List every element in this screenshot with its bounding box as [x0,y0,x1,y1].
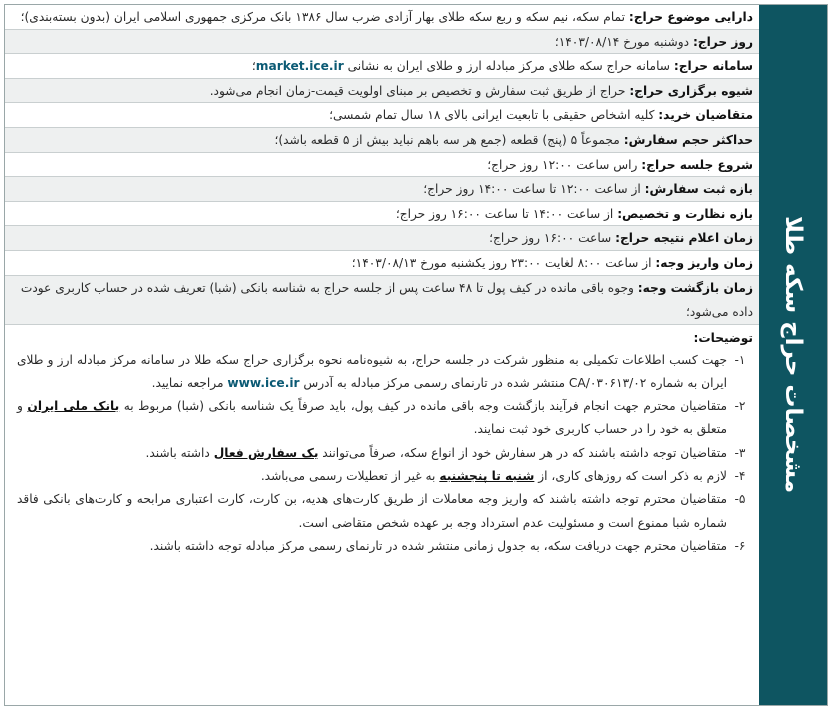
note-item: ۱- جهت کسب اطلاعات تکمیلی به منظور شرکت در جلسه حراج، به شیوه‌نامه نحوه برگزاری حراج سکه طلا در سامانه مرکز مبادله ارز و طلای ایران به شماره CA/۰۳۰۶۱۳/۰۲ منتشر شده در تارنمای رسمی مرکز مبادله به آدرس www.ice.ir مراجعه نمایید. [17,352,746,390]
side-banner [759,5,827,705]
note-item: ۳- متقاضیان توجه داشته باشند که در هر سفارش خود از انواع سکه، صرفاً می‌توانند یک سفارش فعال داشته باشند. [145,445,746,460]
note-item: ۲- متقاضیان محترم جهت انجام فرآیند بازگشت وجه باقی مانده در کیف پول، باید صرفاً یک شناسه بانکی (شبا) مربوط به بانک ملی ایران و متعلق به خود را در حساب کاربری خود ثبت نمایند. [17,399,746,437]
row-system: سامانه حراج: سامانه حراج سکه طلای مرکز مبادله ارز و طلای ایران به نشانی market.ice.ir؛ [5,54,759,79]
row-max-order: حداکثر حجم سفارش: مجموعاً ۵ (پنج) قطعه (جمع هر سه باهم نباید بیش از ۵ قطعه باشد)؛ [5,128,759,153]
auction-spec-table [4,4,828,706]
row-order-window: بازه ثبت سفارش: از ساعت ۱۲:۰۰ تا ساعت ۱۴:۰۰ روز حراج؛ [5,177,759,202]
notes-section [5,325,759,559]
row-deposit-time: زمان واریز وجه: از ساعت ۸:۰۰ لغایت ۲۳:۰۰ روز یکشنبه مورخ ۱۴۰۳/۰۸/۱۳؛ [5,251,759,276]
spec-content [5,5,759,705]
market-link[interactable]: market.ice.ir [255,59,344,74]
row-buyers: متقاضیان خرید: کلیه اشخاص حقیقی با تابعیت ایرانی بالای ۱۸ سال تمام شمسی؛ [5,103,759,128]
row-result-time: زمان اعلام نتیجه حراج: ساعت ۱۶:۰۰ روز حراج؛ [5,226,759,251]
row-day: روز حراج: دوشنبه مورخ ۱۴۰۳/۰۸/۱۴؛ [5,30,759,55]
row-method: شیوه برگزاری حراج: حراج از طریق ثبت سفارش و تخصیص بر مبنای اولویت قیمت-زمان انجام می‌شود. [5,79,759,104]
ice-link[interactable]: www.ice.ir [227,375,300,390]
notes-title: توضیحات: [693,330,753,345]
note-item: ۶- متقاضیان محترم جهت دریافت سکه، به جدول زمانی منتشر شده در تارنمای رسمی مرکز مبادله توجه داشته باشند. [149,538,746,553]
row-allocation-window: بازه نظارت و تخصیص: از ساعت ۱۴:۰۰ تا ساعت ۱۶:۰۰ روز حراج؛ [5,202,759,227]
side-title: مشخصات حراج سکه طلا [780,216,806,494]
row-asset: دارایی موضوع حراج: تمام سکه، نیم سکه و ربع سکه طلای بهار آزادی ضرب سال ۱۳۸۶ بانک مرکزی جمهوری اسلامی ایران (بدون بسته‌بندی)؛ [5,5,759,30]
note-item: ۵- متقاضیان محترم توجه داشته باشند که واریز وجه معاملات از طریق کارت‌های هدیه، بن کارت، کارت اعتباری مرابحه و کارت‌های بانکی فاقد شماره شبا ممنوع است و مسئولیت عدم استرداد وجه بر عهده شخص متقاضی است. [17,492,746,530]
row-start: شروع جلسه حراج: راس ساعت ۱۲:۰۰ روز حراج؛ [5,153,759,178]
note-item: ۴- لازم به ذکر است که روزهای کاری، از شنبه تا پنجشنبه به غیر از تعطیلات رسمی می‌باشد. [260,469,746,484]
row-refund-time: زمان بازگشت وجه: وجوه باقی مانده در کیف پول تا ۴۸ ساعت پس از جلسه حراج به شناسه بانکی (شبا) تعریف شده در حساب کاربری عودت داده می‌شود؛ [5,276,759,325]
